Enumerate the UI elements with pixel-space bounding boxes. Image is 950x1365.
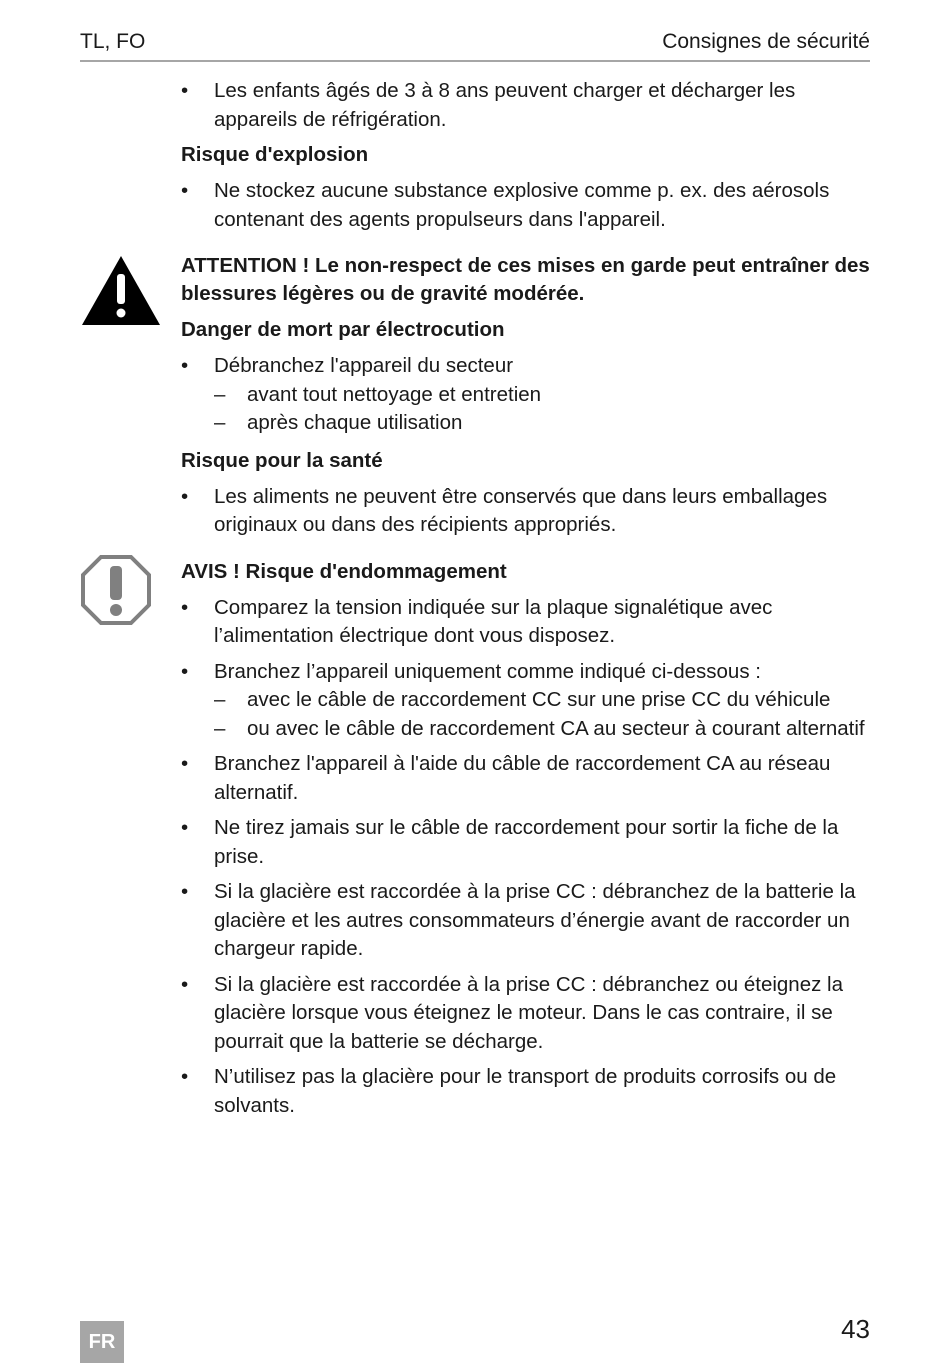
list-item [181,483,871,540]
bullet-symbol: • [181,880,189,903]
list-item-text: Si la glacière est raccordée à la prise CC : débranchez ou éteignez la glacière lorsque vous éteignez le moteur. Dans le cas contraire, il se pourrait que la batterie se décharge. [214,972,844,1053]
list-item-text: Comparez la tension indiquée sur la plaque signalétique avec l’alimentation électrique dont vous disposez. [214,595,773,647]
list-item-text: Si la glacière est raccordée à la prise CC : débranchez de la batterie la glacière et les autres consommateurs d’énergie avant de raccorder un chargeur rapide. [214,880,856,960]
list-item-text: Les aliments ne peuvent être conservés que dans leurs emballages originaux ou dans des récipients appropriés. [214,484,828,536]
sub-list-item [214,381,871,410]
list-item-text: Débranchez l'appareil du secteur [214,354,514,377]
bullet-symbol: • [181,595,189,619]
list-item-text: N’utilisez pas la glacière pour le transport de produits corrosifs ou de solvants. [214,1065,837,1117]
bullet-symbol: • [181,179,189,202]
bullet-symbol: • [181,354,189,377]
sub-list-item [214,715,871,744]
list-item [181,971,871,1057]
list-item [181,352,871,438]
list-item-text: Ne stockez aucune substance explosive comme p. ex. des aérosols contenant des agents propulseurs dans l'appareil. [214,179,830,231]
sub-list-item-text: avant tout nettoyage et entretien [247,382,542,406]
health-heading: Risque pour la santé [181,448,383,472]
language-badge: FR [80,1321,124,1363]
notice-octagon-icon [80,554,152,626]
list-item-text: Branchez l’appareil uniquement comme indiqué ci-dessous : [214,659,761,683]
electrocution-heading: Danger de mort par électrocution [181,318,505,341]
bullet-symbol: • [181,484,189,508]
bullet-symbol: • [181,79,189,102]
warning-triangle-icon [80,254,162,326]
list-item [181,594,871,651]
notice-heading: AVIS ! Risque d'endommagement [181,559,507,583]
list-item [181,77,871,134]
list-item [181,1063,871,1120]
sub-list-item-text: ou avec le câble de raccordement CA au secteur à courant alternatif [247,716,865,740]
attention-heading: ATTENTION ! Le non-respect de ces mises en garde peut entraîner des blessures légères ou de gravité modérée. [181,254,870,305]
main-content [181,77,871,1127]
sub-list-item-text: après chaque utilisation [247,411,463,434]
sub-list-item [214,686,871,715]
sub-list-item [214,409,871,438]
bullet-symbol: • [181,816,189,839]
dash-symbol: – [214,382,226,406]
list-item-text: Branchez l'appareil à l'aide du câble de raccordement CA au réseau alternatif. [214,752,831,804]
list-item [181,177,871,234]
explosion-heading: Risque d'explosion [181,143,369,166]
dash-symbol: – [214,716,226,740]
list-item [181,658,871,744]
list-item-text: Ne tirez jamais sur le câble de raccordement pour sortir la fiche de la prise. [214,816,839,868]
list-item [181,814,871,871]
page-number: 43 [841,1314,870,1344]
page-header [80,28,870,62]
dash-symbol: – [214,688,226,711]
bullet-symbol: • [181,659,189,683]
bullet-symbol: • [181,1065,189,1088]
list-item [181,878,871,964]
header-model: TL, FO [80,30,146,53]
sub-list-item-text: avec le câble de raccordement CC sur une prise CC du véhicule [247,688,831,711]
dash-symbol: – [214,411,226,434]
bullet-symbol: • [181,972,189,996]
list-item [181,750,871,807]
bullet-symbol: • [181,752,189,775]
header-section-title: Consignes de sécurité [662,30,870,53]
list-item-text: Les enfants âgés de 3 à 8 ans peuvent charger et décharger les appareils de réfrigération. [214,79,796,131]
